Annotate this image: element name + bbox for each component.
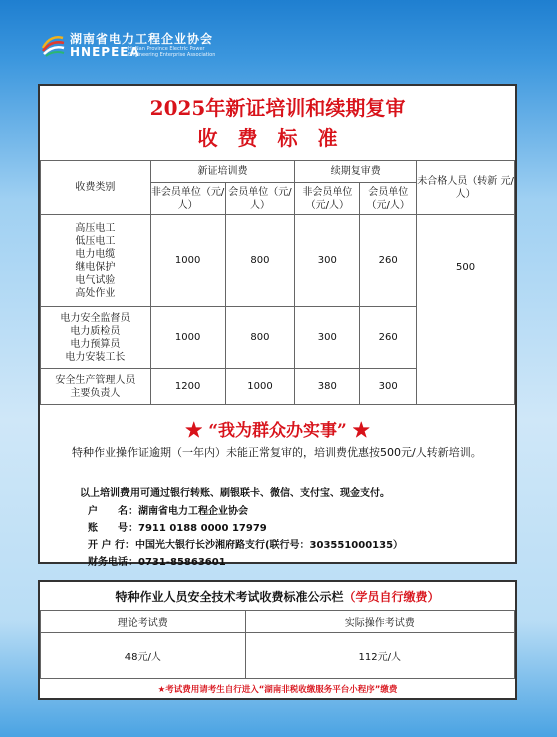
- slogan-text: “我为群众办实事”: [208, 421, 347, 441]
- fee-cell: 300: [360, 369, 417, 405]
- category-item: 低压电工: [75, 235, 116, 247]
- table-row: [41, 215, 515, 307]
- category-item: 电气试验: [75, 274, 116, 286]
- category-item: 安全生产管理人员: [55, 374, 136, 386]
- notice-subtitle: 收费标准: [197, 126, 358, 150]
- category-item: 电力预算员: [70, 338, 121, 350]
- exam-title-text: 特种作业人员安全技术考试收费标准公示栏: [115, 590, 344, 604]
- exam-fee-table: [40, 610, 515, 679]
- star-icon: ★: [352, 421, 370, 441]
- header-non-member: 非会员单位（元/人）: [150, 183, 225, 215]
- header-failed: 未合格人员（转新 元/人）: [417, 161, 515, 215]
- category-item: 主要负责人: [70, 387, 121, 399]
- bank-name: 开 户 行：中国光大银行长沙湘府路支行(联行号：303551000135）: [88, 540, 404, 551]
- fee-cell: 260: [360, 307, 417, 369]
- failed-fee-cell: [417, 215, 515, 405]
- category-cell: [41, 369, 151, 405]
- exam-title-note: （学员自行缴费）: [343, 590, 440, 604]
- fee-cell: 380: [295, 369, 360, 405]
- header: [0, 0, 557, 68]
- fee-cell: 1000: [150, 307, 225, 369]
- category-item: 高压电工: [75, 222, 116, 234]
- category-item: 电力电缆: [75, 248, 116, 260]
- slogan: [40, 416, 515, 441]
- theory-label: 理论考试费: [41, 611, 246, 633]
- category-item: 电力安全监督员: [60, 312, 131, 324]
- fee-notice-panel: [38, 84, 517, 568]
- fee-cell: 260: [360, 215, 417, 307]
- fee-cell: 1200: [150, 369, 225, 405]
- header-new-training: 新证培训费: [150, 161, 295, 183]
- fee-cell: 1000: [150, 215, 225, 307]
- renewal-paragraph: 特种作业操作证逾期（一年内）未能正常复审的，培训费优惠按500元/人转新培训。: [72, 446, 482, 459]
- org-abbr: HNEPEEA: [70, 45, 140, 59]
- header-non-member: 非会员单位（元/人）: [295, 183, 360, 215]
- account-number: 账 号：7911 0188 0000 17979: [88, 523, 267, 534]
- fee-cell: 1000: [225, 369, 295, 405]
- fee-cell: 300: [295, 215, 360, 307]
- header-member: 会员单位（元/人）: [360, 183, 417, 215]
- finance-phone: 财务电话：0731-85863601: [88, 557, 226, 568]
- exam-fee-panel: [38, 580, 517, 700]
- category-item: 电力安装工长: [65, 351, 126, 363]
- category-cell: [41, 307, 151, 369]
- notice-title: 2025年新证培训和续期复审: [149, 96, 406, 120]
- payment-methods: 以上培训费用可通过银行转账、刷银联卡、微信、支付宝、现金支付。: [80, 488, 390, 499]
- category-item: 电力质检员: [70, 325, 121, 337]
- failed-fee: 500: [456, 262, 476, 273]
- category-item: 高处作业: [75, 287, 116, 299]
- fee-cell: 300: [295, 307, 360, 369]
- org-name-cn: 湖南省电力工程企业协会: [70, 32, 214, 46]
- exam-title: [40, 588, 515, 605]
- association-logo-icon: [40, 32, 66, 58]
- header-renewal: 续期复审费: [295, 161, 417, 183]
- star-icon: ★: [185, 421, 203, 441]
- fee-cell: 800: [225, 307, 295, 369]
- category-cell: [41, 215, 151, 307]
- practical-fee: 112元/人: [245, 633, 514, 679]
- category-item: 继电保护: [75, 261, 116, 273]
- fee-table: [40, 160, 515, 405]
- fee-cell: 800: [225, 215, 295, 307]
- theory-fee: 48元/人: [41, 633, 246, 679]
- header-category: 收费类别: [41, 161, 151, 215]
- header-member: 会员单位（元/人）: [225, 183, 295, 215]
- org-name-en: HuNan Province Electric Power Engineering Enterprise Association: [128, 46, 216, 58]
- practical-label: 实际操作考试费: [245, 611, 514, 633]
- exam-payment-note: ★考试费用请考生自行进入“湖南非税收缴服务平台小程序”缴费: [157, 685, 398, 695]
- account-name: 户 名：湖南省电力工程企业协会: [88, 506, 248, 517]
